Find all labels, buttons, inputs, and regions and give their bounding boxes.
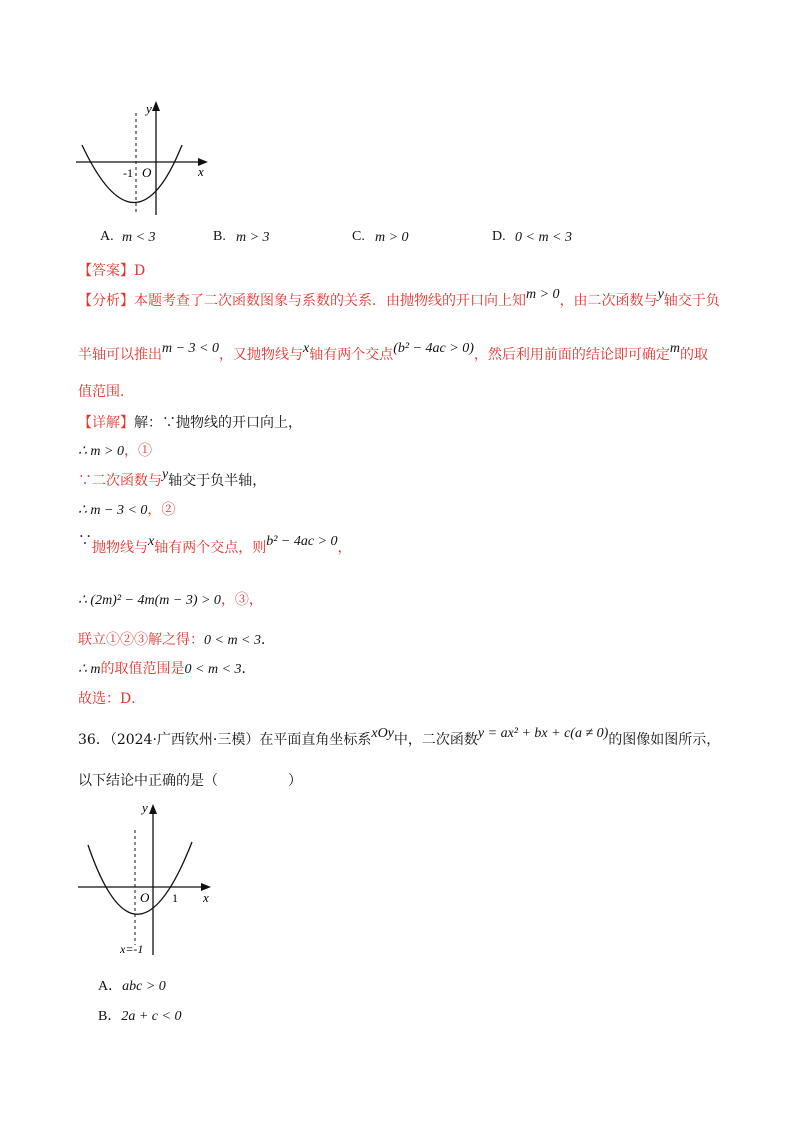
detail-text: ． <box>241 661 256 677</box>
detail-math: ∴ m > 0 <box>78 444 124 459</box>
analysis-text: 半轴可以推出 <box>78 347 162 363</box>
detail-text: 轴交于负半轴， <box>168 473 267 489</box>
detail-line-6 <box>78 590 263 611</box>
origin-label: O <box>142 165 152 180</box>
question-math: y = ax² + bx + c(a ≠ 0) <box>477 726 609 741</box>
detail-line-5 <box>78 533 352 559</box>
detail-text: 解：∵抛物线的开口向上， <box>134 415 302 431</box>
detail-tag: 【详解】 <box>78 415 134 431</box>
analysis-tag: 【分析】 <box>78 293 134 309</box>
option-b-expr: m > 3 <box>236 230 270 245</box>
symmetry-axis-label: x=-1 <box>120 942 144 956</box>
detail-text: 轴有两个交点，则 <box>154 540 267 556</box>
detail-text: 抛物线与 <box>92 540 148 556</box>
detail-text: ∵二次函数与 <box>78 473 162 489</box>
question-text: 的图像如图所示， <box>608 732 721 748</box>
question-36-line-2 <box>78 771 302 791</box>
analysis-line-1 <box>78 287 720 312</box>
question-text: 中，二次函数 <box>393 732 478 748</box>
analysis-math: x <box>303 341 310 356</box>
analysis-text: ，然后利用前面的结论即可确定 <box>473 347 670 363</box>
analysis-line-3 <box>78 382 134 402</box>
detail-line-1 <box>78 413 302 433</box>
analysis-text: 值范围． <box>78 384 134 400</box>
analysis-text: 本题考查了二次函数图象与系数的关系．由抛物线的开口向上知 <box>134 293 526 309</box>
option-a-letter: A. <box>100 229 114 244</box>
detail-text: ，② <box>147 502 176 518</box>
answer-line <box>78 261 145 281</box>
y-axis-arrow <box>149 804 157 814</box>
analysis-text: 的取 <box>680 347 708 363</box>
analysis-text: 轴交于负 <box>663 293 720 309</box>
one-label: 1 <box>172 891 178 905</box>
parabola-graph-1 <box>70 95 220 220</box>
detail-math: 0 < m < 3 <box>204 633 262 648</box>
detail-math: ∴ m <box>78 662 101 677</box>
analysis-line-2 <box>78 341 708 366</box>
question-36-line-1 <box>78 726 721 751</box>
option-d-expr: 0 < m < 3 <box>515 230 573 245</box>
detail-math: 0 < m < 3 <box>184 662 242 677</box>
analysis-text: 轴有两个交点 <box>309 347 394 363</box>
option-a-letter: A． <box>98 979 123 994</box>
detail-math: y <box>162 467 169 482</box>
y-axis-label: y <box>146 101 152 116</box>
analysis-text: ，由二次函数与 <box>559 293 658 309</box>
question-text: （2024·广西钦州·三模）在平面直角坐标系 <box>109 732 372 748</box>
option-a-expr: m < 3 <box>122 230 156 245</box>
question-text: 以下结论中正确的是（ ） <box>78 773 302 789</box>
option-b-letter: B. <box>213 229 226 244</box>
detail-math: ∴ m − 3 < 0 <box>78 503 148 518</box>
options-row-1 <box>0 229 800 249</box>
option-a-row <box>98 975 166 995</box>
detail-math: ∴ (2m)² − 4m(m − 3) > 0 <box>78 593 221 608</box>
question-number: 36． <box>78 732 110 748</box>
y-axis-label: y <box>142 800 148 815</box>
detail-math: x <box>148 534 155 549</box>
analysis-math: (b² − 4ac > 0) <box>393 341 474 356</box>
x-axis-label: x <box>203 890 209 905</box>
detail-text: 联立①②③解之得： <box>78 632 204 648</box>
detail-text: ， <box>337 540 352 556</box>
detail-text: 故选：D． <box>78 691 146 707</box>
detail-line-2 <box>78 441 152 462</box>
detail-math: b² − 4ac > 0 <box>266 534 338 549</box>
option-c-expr: m > 0 <box>375 230 409 245</box>
detail-line-8 <box>78 659 256 680</box>
detail-text: 的取值范围是 <box>100 661 185 677</box>
analysis-math: m − 3 < 0 <box>162 341 220 356</box>
question-math: xOy <box>371 726 394 741</box>
detail-text: ，③， <box>220 592 263 608</box>
analysis-math: y <box>657 287 664 302</box>
detail-text: ∵ <box>78 533 92 549</box>
y-axis-arrow <box>152 101 160 111</box>
origin-label: O <box>140 890 150 905</box>
option-a-expr: abc > 0 <box>122 979 166 994</box>
analysis-math: m > 0 <box>526 287 560 302</box>
detail-line-3 <box>78 467 267 492</box>
detail-line-7 <box>78 630 275 651</box>
tick-label: -1 <box>123 166 133 180</box>
x-axis-label: x <box>198 164 204 179</box>
answer-tag: 【答案】 <box>78 263 134 279</box>
option-c-letter: C. <box>352 229 365 244</box>
option-b-letter: B． <box>98 1009 122 1024</box>
detail-text: ． <box>261 632 276 648</box>
answer-value: D <box>134 263 146 279</box>
option-b-expr: 2a + c < 0 <box>121 1009 182 1024</box>
analysis-math: m <box>669 341 680 356</box>
detail-line-4 <box>78 500 175 521</box>
parabola-graph-2 <box>72 795 222 965</box>
detail-line-9 <box>78 689 145 709</box>
option-d-letter: D. <box>492 229 506 244</box>
option-b-row <box>98 1005 181 1025</box>
analysis-text: ，又抛物线与 <box>219 347 304 363</box>
detail-text: ，① <box>123 443 152 459</box>
